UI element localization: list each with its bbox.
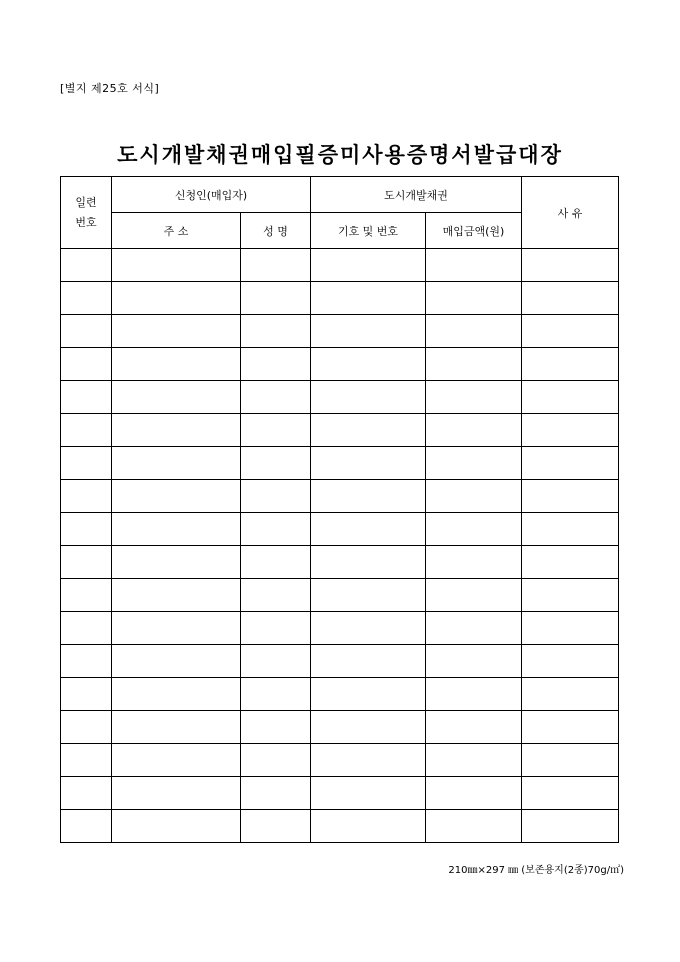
address-cell[interactable] [112,348,241,381]
name-cell[interactable] [241,711,311,744]
table-row [61,612,619,645]
reason-cell[interactable] [522,315,619,348]
name-cell[interactable] [241,381,311,414]
address-cell[interactable] [112,249,241,282]
reason-cell[interactable] [522,249,619,282]
serial-number-cell[interactable] [61,777,112,810]
serial-number-cell[interactable] [61,513,112,546]
header-row-top [61,177,619,213]
table-row [61,678,619,711]
reason-cell[interactable] [522,480,619,513]
serial-number-cell[interactable] [61,810,112,843]
table-row [61,777,619,810]
purchase-amount-cell[interactable] [426,414,522,447]
table-row [61,744,619,777]
purchase-amount-cell[interactable] [426,282,522,315]
address-cell[interactable] [112,315,241,348]
code-number-cell[interactable] [311,645,426,678]
reason-header: 사 유 [522,177,619,249]
code-number-cell[interactable] [311,777,426,810]
reason-cell[interactable] [522,381,619,414]
table-row [61,381,619,414]
table-row [61,480,619,513]
name-cell[interactable] [241,579,311,612]
serial-number-header [61,177,112,249]
reason-cell[interactable] [522,282,619,315]
name-header: 성 명 [241,213,311,249]
address-header: 주 소 [112,213,241,249]
code-number-cell[interactable] [311,249,426,282]
address-cell[interactable] [112,381,241,414]
name-cell[interactable] [241,546,311,579]
applicant-header: 신청인(매입자) [112,177,311,213]
serial-number-cell[interactable] [61,414,112,447]
serial-number-cell[interactable] [61,678,112,711]
reason-cell[interactable] [522,612,619,645]
name-cell[interactable] [241,612,311,645]
name-cell[interactable] [241,678,311,711]
table-header [61,177,619,249]
table-body [61,249,619,843]
code-number-cell[interactable] [311,678,426,711]
reason-cell[interactable] [522,348,619,381]
bond-header: 도시개발채권 [311,177,522,213]
name-cell[interactable] [241,744,311,777]
reason-cell[interactable] [522,546,619,579]
serial-number-cell[interactable] [61,249,112,282]
reason-cell[interactable] [522,777,619,810]
code-number-cell[interactable] [311,744,426,777]
ledger-table [60,176,619,843]
purchase-amount-cell[interactable] [426,447,522,480]
purchase-amount-cell[interactable] [426,249,522,282]
code-number-header: 기호 및 번호 [311,213,426,249]
purchase-amount-cell[interactable] [426,744,522,777]
serial-number-cell[interactable] [61,447,112,480]
table-row [61,513,619,546]
serial-number-cell[interactable] [61,744,112,777]
reason-cell[interactable] [522,744,619,777]
address-cell[interactable] [112,414,241,447]
address-cell[interactable] [112,612,241,645]
table-row [61,249,619,282]
purchase-amount-cell[interactable] [426,612,522,645]
address-cell[interactable] [112,810,241,843]
purchase-amount-cell[interactable] [426,381,522,414]
address-cell[interactable] [112,645,241,678]
serial-number-cell[interactable] [61,711,112,744]
name-cell[interactable] [241,282,311,315]
code-number-cell[interactable] [311,810,426,843]
reason-cell[interactable] [522,513,619,546]
name-cell[interactable] [241,480,311,513]
serial-number-cell[interactable] [61,645,112,678]
address-cell[interactable] [112,480,241,513]
code-number-cell[interactable] [311,612,426,645]
table-row [61,414,619,447]
serial-number-cell[interactable] [61,348,112,381]
address-cell[interactable] [112,546,241,579]
reason-cell[interactable] [522,447,619,480]
serial-number-header-line2: 번호 [75,215,97,229]
code-number-cell[interactable] [311,315,426,348]
serial-number-header-line1: 일련 [75,195,97,209]
table-row [61,546,619,579]
purchase-amount-cell[interactable] [426,546,522,579]
code-number-cell[interactable] [311,381,426,414]
purchase-amount-header: 매입금액(원) [426,213,522,249]
reason-cell[interactable] [522,645,619,678]
address-cell[interactable] [112,579,241,612]
name-cell[interactable] [241,315,311,348]
serial-number-cell[interactable] [61,282,112,315]
table-row [61,711,619,744]
code-number-cell[interactable] [311,447,426,480]
name-cell[interactable] [241,447,311,480]
name-cell[interactable] [241,249,311,282]
reason-cell[interactable] [522,678,619,711]
reason-cell[interactable] [522,414,619,447]
table-row [61,282,619,315]
table-row [61,579,619,612]
reason-cell[interactable] [522,579,619,612]
table-row [61,447,619,480]
address-cell[interactable] [112,447,241,480]
code-number-cell[interactable] [311,546,426,579]
code-number-cell[interactable] [311,348,426,381]
address-cell[interactable] [112,513,241,546]
page-title: 도시개발채권매입필증미사용증명서발급대장 [117,142,563,167]
serial-number-cell[interactable] [61,315,112,348]
reason-cell[interactable] [522,810,619,843]
name-cell[interactable] [241,777,311,810]
address-cell[interactable] [112,678,241,711]
code-number-cell[interactable] [311,513,426,546]
purchase-amount-cell[interactable] [426,711,522,744]
purchase-amount-cell[interactable] [426,777,522,810]
address-cell[interactable] [112,282,241,315]
table-row [61,645,619,678]
purchase-amount-cell[interactable] [426,678,522,711]
serial-number-cell[interactable] [61,612,112,645]
code-number-cell[interactable] [311,711,426,744]
address-cell[interactable] [112,777,241,810]
name-cell[interactable] [241,414,311,447]
code-number-cell[interactable] [311,414,426,447]
serial-number-cell[interactable] [61,381,112,414]
address-cell[interactable] [112,711,241,744]
table-row [61,348,619,381]
name-cell[interactable] [241,810,311,843]
serial-number-cell[interactable] [61,546,112,579]
paper-spec: 210㎜×297 ㎜ (보존용지(2종)70g/㎡) [448,865,624,876]
purchase-amount-cell[interactable] [426,579,522,612]
serial-number-cell[interactable] [61,579,112,612]
purchase-amount-cell[interactable] [426,645,522,678]
code-number-cell[interactable] [311,480,426,513]
address-cell[interactable] [112,744,241,777]
purchase-amount-cell[interactable] [426,315,522,348]
name-cell[interactable] [241,645,311,678]
serial-number-cell[interactable] [61,480,112,513]
form-number: [별지 제25호 서식] [60,82,160,95]
name-cell[interactable] [241,348,311,381]
reason-cell[interactable] [522,711,619,744]
name-cell[interactable] [241,513,311,546]
table-row [61,810,619,843]
code-number-cell[interactable] [311,282,426,315]
purchase-amount-cell[interactable] [426,348,522,381]
purchase-amount-cell[interactable] [426,513,522,546]
table-row [61,315,619,348]
code-number-cell[interactable] [311,579,426,612]
purchase-amount-cell[interactable] [426,480,522,513]
purchase-amount-cell[interactable] [426,810,522,843]
